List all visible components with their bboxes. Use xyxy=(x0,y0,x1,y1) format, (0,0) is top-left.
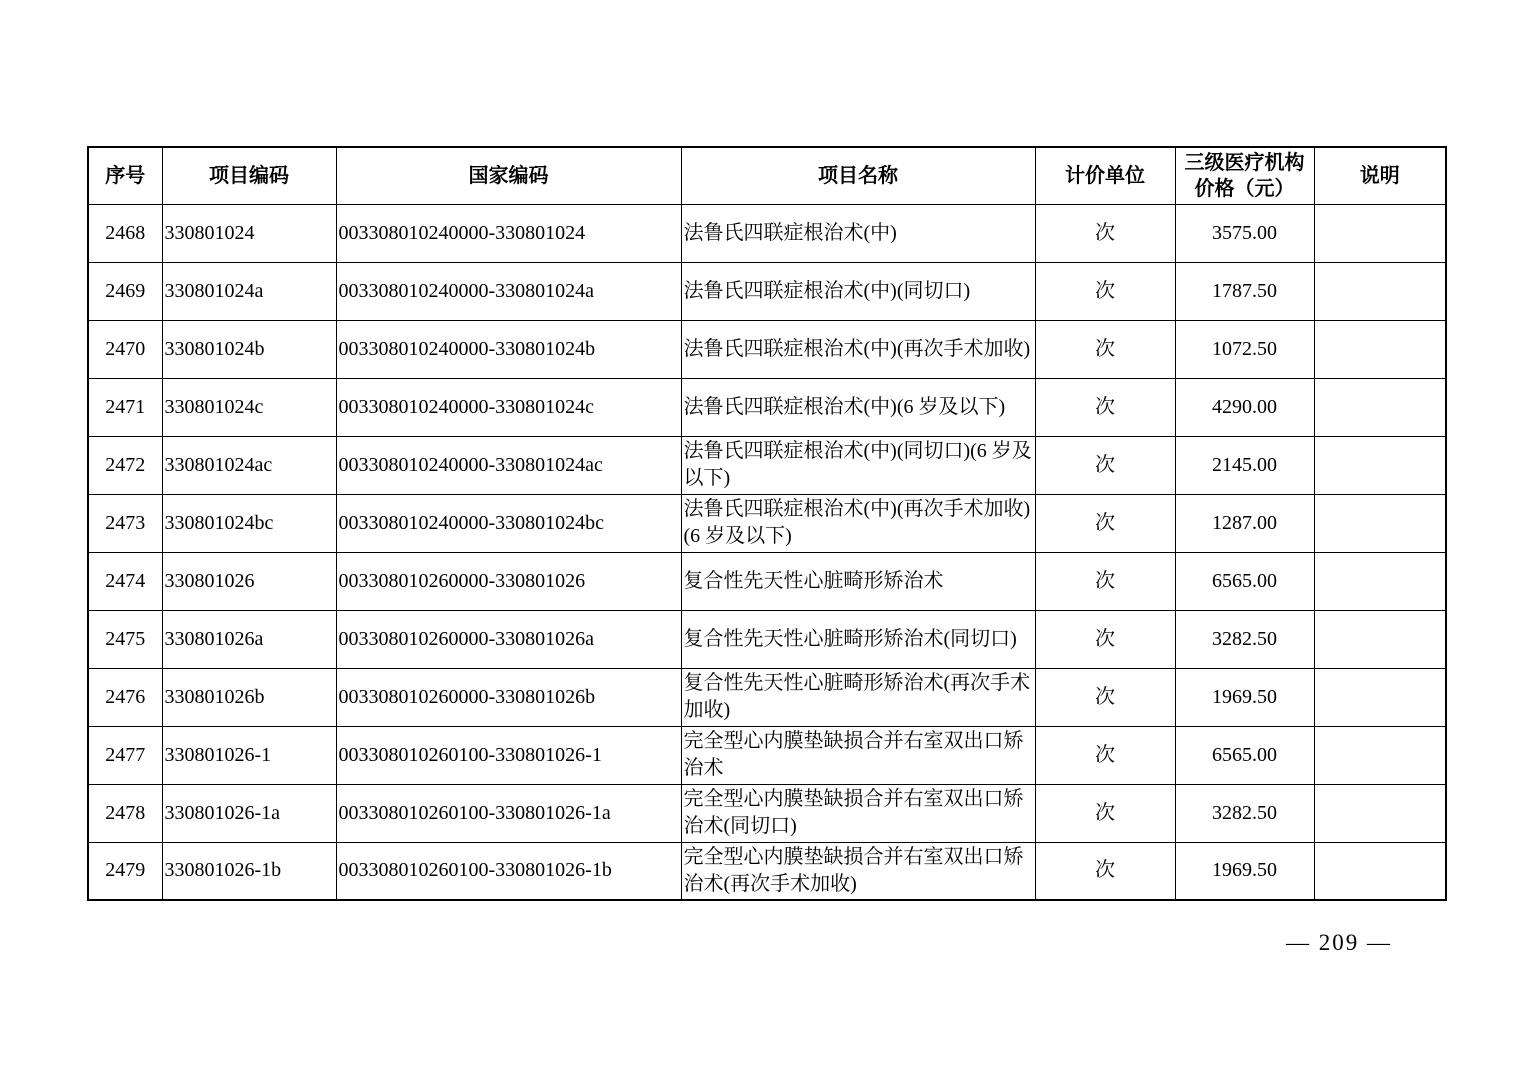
medical-price-table xyxy=(87,146,1447,901)
cell-note xyxy=(1314,842,1446,900)
cell-price: 2145.00 xyxy=(1175,436,1314,494)
cell-price: 3282.50 xyxy=(1175,610,1314,668)
cell-index: 2469 xyxy=(88,262,162,320)
cell-index: 2476 xyxy=(88,668,162,726)
cell-item_code: 330801024ac xyxy=(162,436,336,494)
table-row xyxy=(88,842,1446,900)
table-row xyxy=(88,262,1446,320)
cell-index: 2474 xyxy=(88,552,162,610)
table-header xyxy=(88,147,1446,204)
cell-item_name: 完全型心内膜垫缺损合并右室双出口矫治术(再次手术加收) xyxy=(681,842,1035,900)
cell-item_name: 复合性先天性心脏畸形矫治术 xyxy=(681,552,1035,610)
cell-item_name: 法鲁氏四联症根治术(中)(再次手术加收)(6 岁及以下) xyxy=(681,494,1035,552)
table-row xyxy=(88,552,1446,610)
cell-item_code: 330801026-1b xyxy=(162,842,336,900)
column-header-note: 说明 xyxy=(1314,147,1446,204)
column-header-unit: 计价单位 xyxy=(1035,147,1175,204)
cell-national_code: 003308010240000-330801024bc xyxy=(336,494,681,552)
table-row xyxy=(88,610,1446,668)
cell-item_code: 330801024b xyxy=(162,320,336,378)
cell-national_code: 003308010240000-330801024ac xyxy=(336,436,681,494)
cell-item_name: 复合性先天性心脏畸形矫治术(同切口) xyxy=(681,610,1035,668)
column-header-index: 序号 xyxy=(88,147,162,204)
cell-index: 2470 xyxy=(88,320,162,378)
cell-price: 6565.00 xyxy=(1175,552,1314,610)
column-header-national_code: 国家编码 xyxy=(336,147,681,204)
cell-note xyxy=(1314,494,1446,552)
cell-unit: 次 xyxy=(1035,320,1175,378)
cell-national_code: 003308010240000-330801024a xyxy=(336,262,681,320)
cell-item_name: 法鲁氏四联症根治术(中)(6 岁及以下) xyxy=(681,378,1035,436)
cell-note xyxy=(1314,610,1446,668)
cell-item_code: 330801024c xyxy=(162,378,336,436)
cell-item_code: 330801024bc xyxy=(162,494,336,552)
cell-national_code: 003308010260100-330801026-1 xyxy=(336,726,681,784)
table-row xyxy=(88,494,1446,552)
table-row xyxy=(88,204,1446,262)
table-row xyxy=(88,668,1446,726)
cell-note xyxy=(1314,552,1446,610)
cell-note xyxy=(1314,726,1446,784)
cell-unit: 次 xyxy=(1035,436,1175,494)
cell-item_code: 330801026-1 xyxy=(162,726,336,784)
cell-price: 6565.00 xyxy=(1175,726,1314,784)
table-row xyxy=(88,436,1446,494)
cell-item_name: 完全型心内膜垫缺损合并右室双出口矫治术(同切口) xyxy=(681,784,1035,842)
cell-note xyxy=(1314,378,1446,436)
cell-unit: 次 xyxy=(1035,204,1175,262)
cell-price: 4290.00 xyxy=(1175,378,1314,436)
cell-item_name: 法鲁氏四联症根治术(中)(同切口)(6 岁及以下) xyxy=(681,436,1035,494)
cell-note xyxy=(1314,262,1446,320)
cell-note xyxy=(1314,436,1446,494)
cell-unit: 次 xyxy=(1035,668,1175,726)
cell-unit: 次 xyxy=(1035,378,1175,436)
cell-unit: 次 xyxy=(1035,726,1175,784)
column-header-item_name: 项目名称 xyxy=(681,147,1035,204)
cell-item_code: 330801024a xyxy=(162,262,336,320)
cell-note xyxy=(1314,320,1446,378)
table-row xyxy=(88,320,1446,378)
cell-price: 3575.00 xyxy=(1175,204,1314,262)
cell-price: 1287.00 xyxy=(1175,494,1314,552)
cell-note xyxy=(1314,784,1446,842)
cell-unit: 次 xyxy=(1035,842,1175,900)
cell-national_code: 003308010240000-330801024 xyxy=(336,204,681,262)
table-row xyxy=(88,378,1446,436)
cell-national_code: 003308010260000-330801026b xyxy=(336,668,681,726)
cell-item_name: 法鲁氏四联症根治术(中)(再次手术加收) xyxy=(681,320,1035,378)
cell-price: 1787.50 xyxy=(1175,262,1314,320)
column-header-price: 三级医疗机构价格（元） xyxy=(1175,147,1314,204)
cell-unit: 次 xyxy=(1035,784,1175,842)
cell-index: 2477 xyxy=(88,726,162,784)
cell-index: 2472 xyxy=(88,436,162,494)
cell-national_code: 003308010260000-330801026 xyxy=(336,552,681,610)
table-row xyxy=(88,784,1446,842)
cell-national_code: 003308010240000-330801024b xyxy=(336,320,681,378)
cell-unit: 次 xyxy=(1035,610,1175,668)
cell-item_name: 完全型心内膜垫缺损合并右室双出口矫治术 xyxy=(681,726,1035,784)
cell-index: 2478 xyxy=(88,784,162,842)
column-header-item_code: 项目编码 xyxy=(162,147,336,204)
table-header-row xyxy=(88,147,1446,204)
cell-item_code: 330801026b xyxy=(162,668,336,726)
cell-national_code: 003308010260100-330801026-1b xyxy=(336,842,681,900)
cell-unit: 次 xyxy=(1035,494,1175,552)
cell-item_code: 330801024 xyxy=(162,204,336,262)
cell-price: 3282.50 xyxy=(1175,784,1314,842)
cell-index: 2475 xyxy=(88,610,162,668)
cell-price: 1072.50 xyxy=(1175,320,1314,378)
cell-item_name: 法鲁氏四联症根治术(中) xyxy=(681,204,1035,262)
cell-price: 1969.50 xyxy=(1175,668,1314,726)
cell-index: 2468 xyxy=(88,204,162,262)
cell-national_code: 003308010260000-330801026a xyxy=(336,610,681,668)
cell-item_code: 330801026-1a xyxy=(162,784,336,842)
cell-item_code: 330801026 xyxy=(162,552,336,610)
table-row xyxy=(88,726,1446,784)
cell-note xyxy=(1314,204,1446,262)
cell-national_code: 003308010260100-330801026-1a xyxy=(336,784,681,842)
cell-item_code: 330801026a xyxy=(162,610,336,668)
cell-price: 1969.50 xyxy=(1175,842,1314,900)
cell-item_name: 复合性先天性心脏畸形矫治术(再次手术加收) xyxy=(681,668,1035,726)
cell-unit: 次 xyxy=(1035,262,1175,320)
cell-note xyxy=(1314,668,1446,726)
cell-item_name: 法鲁氏四联症根治术(中)(同切口) xyxy=(681,262,1035,320)
cell-national_code: 003308010240000-330801024c xyxy=(336,378,681,436)
cell-index: 2471 xyxy=(88,378,162,436)
cell-unit: 次 xyxy=(1035,552,1175,610)
table-body xyxy=(88,204,1446,900)
cell-index: 2473 xyxy=(88,494,162,552)
page-number: — 209 — xyxy=(1286,930,1392,955)
cell-index: 2479 xyxy=(88,842,162,900)
